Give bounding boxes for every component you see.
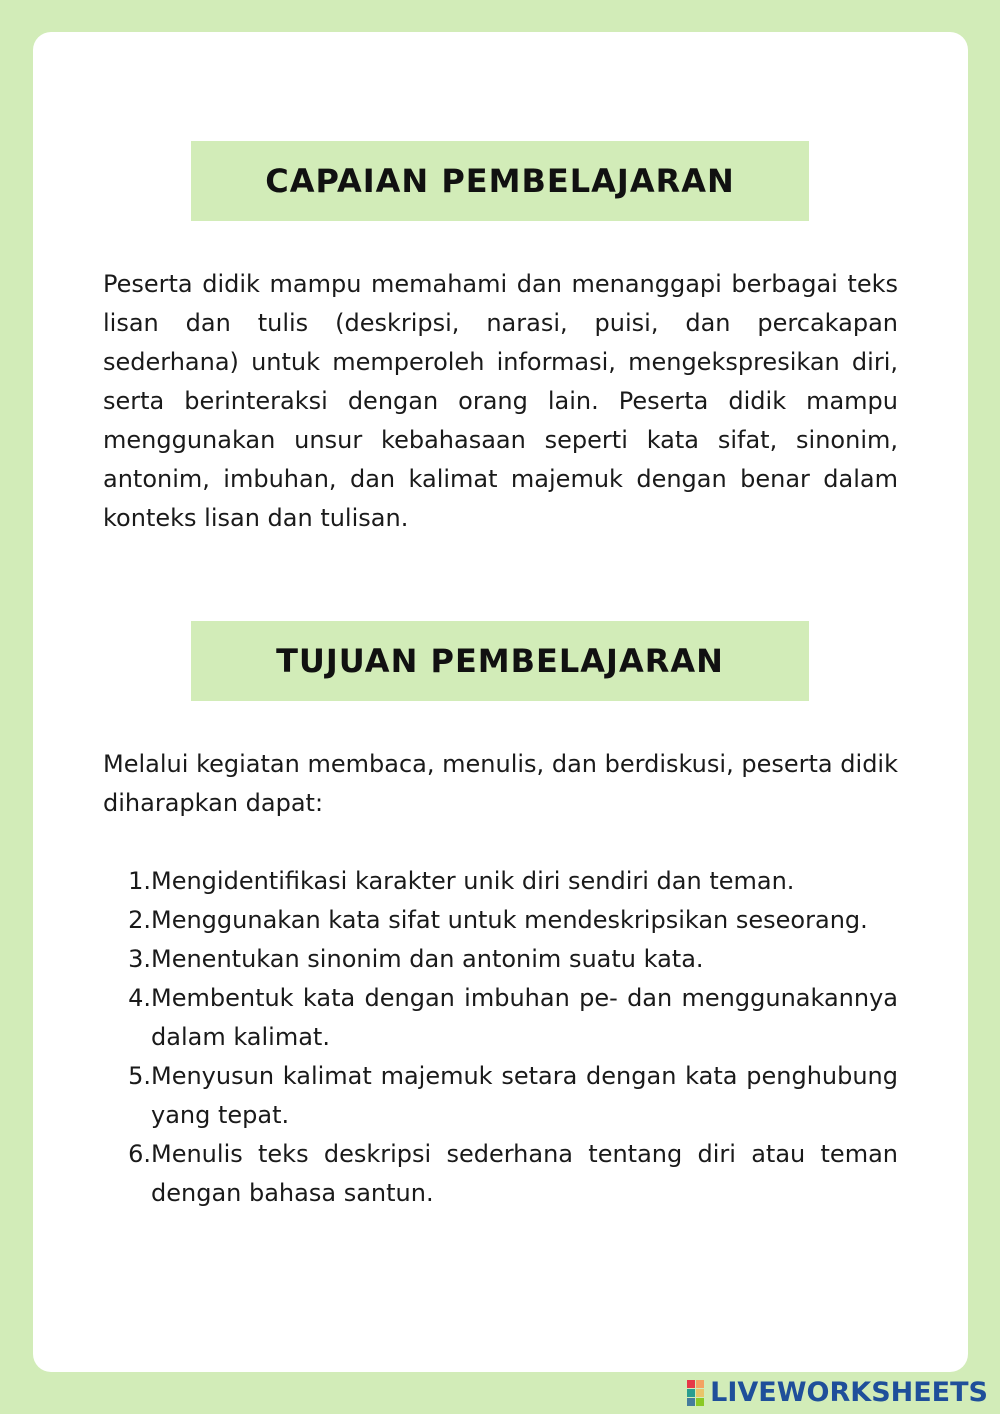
objective-number: 4. <box>128 984 151 1012</box>
capaian-title: CAPAIAN PEMBELAJARAN <box>191 141 809 221</box>
logo-square <box>696 1398 704 1406</box>
objective-item <box>103 940 898 979</box>
logo-square <box>696 1380 704 1388</box>
capaian-body: Peserta didik mampu memahami dan menanggapi berbagai teks lisan dan tulis (deskripsi, narasi, puisi, dan percakapan sederhana) untuk memperoleh informasi, mengekspresikan diri, serta berinteraksi dengan orang lain. Peserta didik mampu menggunakan unsur kebahasaan seperti kata sifat, sinonim, antonim, imbuhan, dan kalimat majemuk dengan benar dalam konteks lisan dan tulisan. <box>103 270 898 532</box>
objective-text: Menyusun kalimat majemuk setara dengan kata penghubung yang tepat. <box>151 1062 898 1129</box>
logo-square <box>687 1389 695 1397</box>
objectives-list <box>103 862 898 1213</box>
logo-square <box>687 1380 695 1388</box>
tujuan-title: TUJUAN PEMBELAJARAN <box>191 621 809 701</box>
objective-text: Menulis teks deskripsi sederhana tentang diri atau teman dengan bahasa santun. <box>151 1140 898 1207</box>
objective-number: 1. <box>128 867 151 895</box>
brand-name: LIVEWORKSHEETS <box>710 1377 988 1408</box>
objective-number: 6. <box>128 1140 151 1168</box>
objective-item <box>103 901 898 940</box>
objective-item <box>103 979 898 1057</box>
liveworksheets-logo-icon <box>687 1380 704 1406</box>
objective-text: Membentuk kata dengan imbuhan pe- dan menggunakannya dalam kalimat. <box>151 984 898 1051</box>
objective-item <box>103 1135 898 1213</box>
objective-number: 3. <box>128 945 151 973</box>
logo-square <box>696 1389 704 1397</box>
objective-number: 2. <box>128 906 151 934</box>
objective-text: Mengidentifikasi karakter unik diri sendiri dan teman. <box>151 867 795 895</box>
objective-text: Menggunakan kata sifat untuk mendeskripsikan seseorang. <box>151 906 868 934</box>
objective-item <box>103 862 898 901</box>
logo-square <box>687 1398 695 1406</box>
objective-text: Menentukan sinonim dan antonim suatu kata. <box>151 945 704 973</box>
objective-item <box>103 1057 898 1135</box>
tujuan-intro: Melalui kegiatan membaca, menulis, dan berdiskusi, peserta didik diharapkan dapat: <box>103 750 898 817</box>
liveworksheets-brand[interactable] <box>687 1377 988 1408</box>
objective-number: 5. <box>128 1062 151 1090</box>
